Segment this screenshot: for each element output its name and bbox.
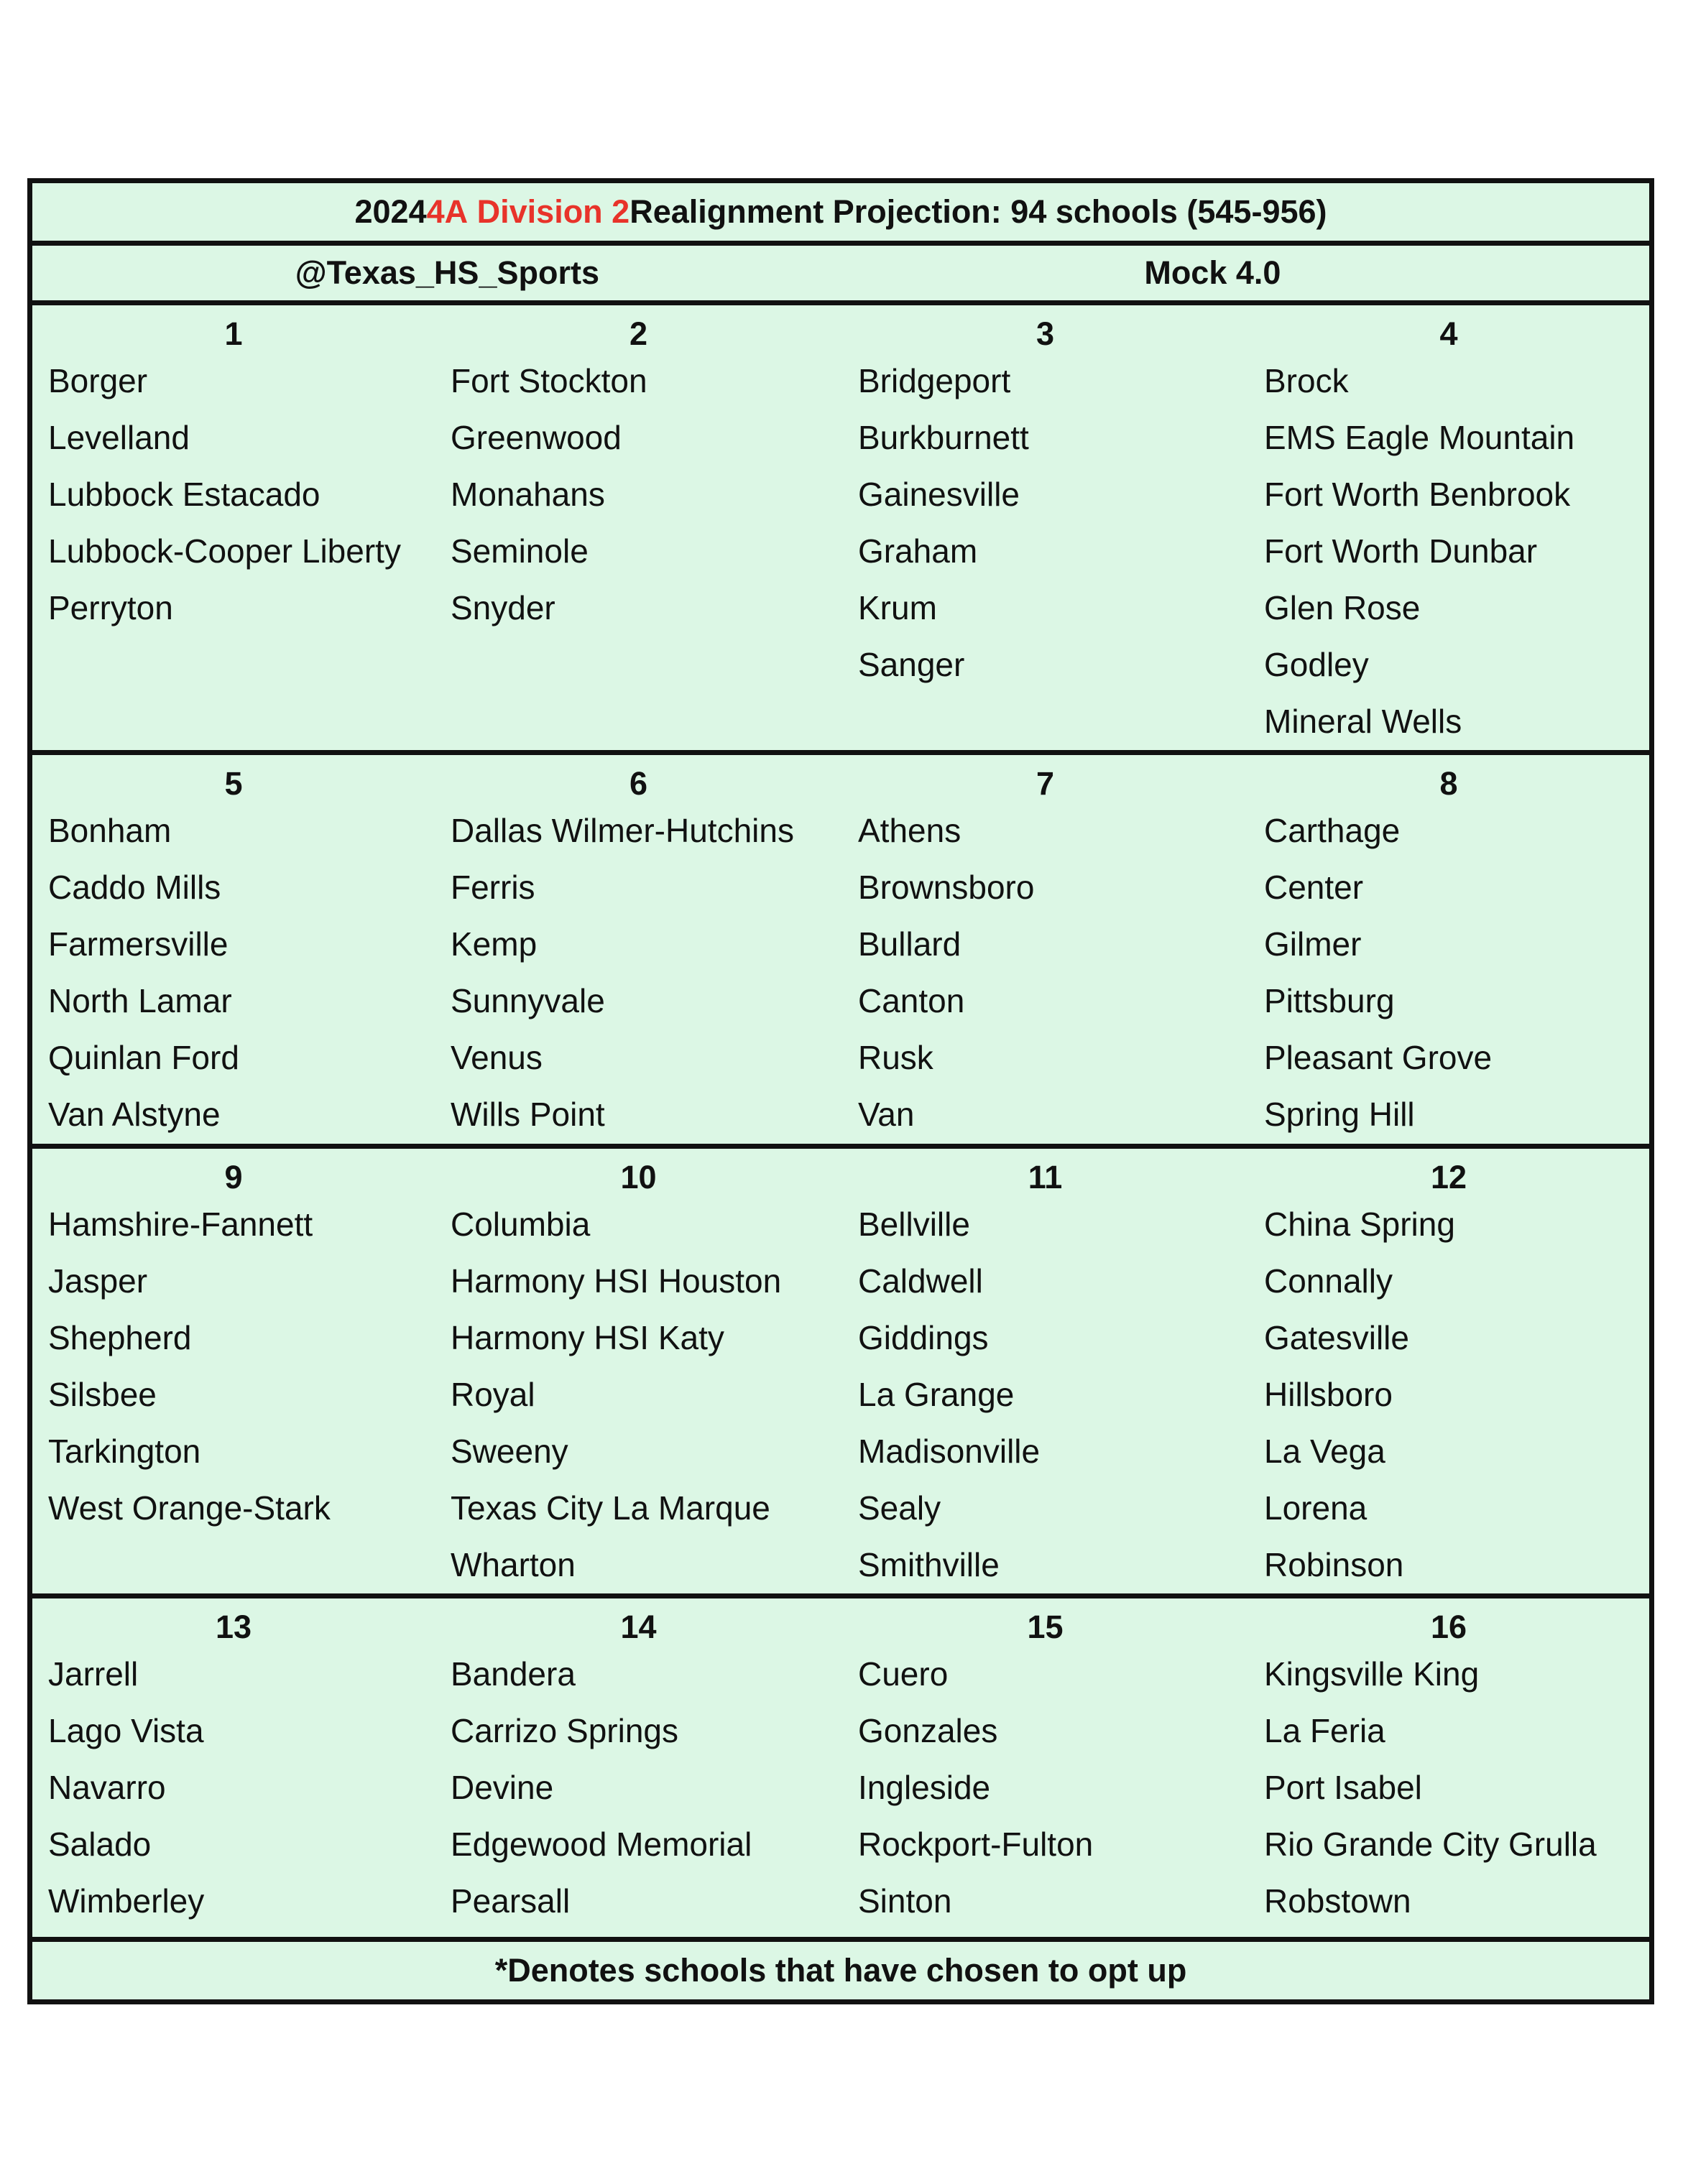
school-name: Silsbee [48, 1376, 157, 1413]
school-name: Port Isabel [1264, 1769, 1422, 1806]
district-number: 2 [629, 315, 648, 352]
school-name: Athens [858, 812, 961, 849]
school-name: Bandera [451, 1655, 576, 1693]
school-name: Fort Worth Dunbar [1264, 532, 1538, 570]
region-row [32, 1598, 1649, 1942]
school-name: Navarro [48, 1769, 166, 1806]
district-number: 7 [1036, 765, 1055, 802]
school-name: Robstown [1264, 1882, 1411, 1920]
school-name: Brownsboro [858, 869, 1035, 906]
school-name: Pittsburg [1264, 982, 1395, 1019]
district-number: 12 [1430, 1159, 1467, 1195]
school-name: Carthage [1264, 812, 1401, 849]
school-name: Bridgeport [858, 362, 1011, 399]
school-name: Sanger [858, 646, 965, 683]
school-name: Caddo Mills [48, 869, 221, 906]
district-number: 14 [620, 1609, 657, 1645]
mock-version: Mock 4.0 [1144, 254, 1281, 291]
school-name: Snyder [451, 589, 555, 626]
school-name: Texas City La Marque [451, 1489, 770, 1527]
school-name: Rio Grande City Grulla [1264, 1826, 1597, 1863]
school-name: Jasper [48, 1262, 148, 1300]
school-name: Carrizo Springs [451, 1712, 678, 1749]
school-name: Van [858, 1096, 915, 1133]
school-name: Ferris [451, 869, 535, 906]
title-suffix: Realignment Projection: 94 schools (545-956) [629, 193, 1327, 230]
school-name: La Feria [1264, 1712, 1385, 1749]
school-name: Harmony HSI Katy [451, 1319, 724, 1356]
school-name: Greenwood [451, 419, 622, 456]
district-number: 5 [224, 765, 243, 802]
school-name: Hillsboro [1264, 1376, 1393, 1413]
school-name: Sinton [858, 1882, 952, 1920]
school-name: Farmersville [48, 925, 229, 963]
school-name: Gainesville [858, 476, 1020, 513]
district-number: 15 [1027, 1609, 1064, 1645]
school-name: Madisonville [858, 1433, 1041, 1470]
title-class: 4A [426, 193, 469, 230]
district-column [32, 1149, 435, 1593]
school-name: Harmony HSI Houston [451, 1262, 782, 1300]
school-name: La Vega [1264, 1433, 1385, 1470]
region-row [32, 755, 1649, 1149]
school-name: Gonzales [858, 1712, 998, 1749]
school-name: Dallas Wilmer-Hutchins [451, 812, 794, 849]
school-name: Bonham [48, 812, 172, 849]
school-name: Royal [451, 1376, 535, 1413]
district-number: 6 [629, 765, 648, 802]
district-number: 3 [1036, 315, 1055, 352]
school-name: Hamshire-Fannett [48, 1206, 313, 1243]
school-name: Graham [858, 532, 978, 570]
school-name: Fort Worth Benbrook [1264, 476, 1571, 513]
school-name: Wharton [451, 1546, 576, 1583]
school-name: Brock [1264, 362, 1349, 399]
district-column [842, 1149, 1248, 1593]
district-number: 4 [1439, 315, 1458, 352]
school-name: North Lamar [48, 982, 232, 1019]
district-number: 11 [1028, 1159, 1063, 1195]
district-number: 10 [620, 1159, 657, 1195]
district-number: 9 [224, 1159, 243, 1195]
district-column [842, 305, 1248, 750]
school-name: Pearsall [451, 1882, 571, 1920]
school-name: Columbia [451, 1206, 591, 1243]
school-name: Lubbock Estacado [48, 476, 320, 513]
school-name: Sealy [858, 1489, 941, 1527]
school-name: Lago Vista [48, 1712, 204, 1749]
school-name: Mineral Wells [1264, 703, 1462, 740]
district-column [435, 1149, 842, 1593]
school-name: Kemp [451, 925, 538, 963]
district-column [1248, 755, 1649, 1144]
school-name: Smithville [858, 1546, 1000, 1583]
school-name: Levelland [48, 419, 190, 456]
table-title [32, 183, 1649, 246]
district-column [435, 755, 842, 1144]
school-name: Kingsville King [1264, 1655, 1480, 1693]
school-name: Devine [451, 1769, 554, 1806]
title-prefix: 2024 [354, 193, 427, 230]
school-name: China Spring [1264, 1206, 1455, 1243]
school-name: Caldwell [858, 1262, 983, 1300]
school-name: Jarrell [48, 1655, 139, 1693]
school-name: Rockport-Fulton [858, 1826, 1094, 1863]
school-name: Wimberley [48, 1882, 205, 1920]
title-division: Division 2 [476, 193, 630, 230]
subheader-row [32, 246, 1649, 305]
school-name: Glen Rose [1264, 589, 1421, 626]
district-number: 13 [215, 1609, 252, 1645]
school-name: West Orange-Stark [48, 1489, 331, 1527]
school-name: Bellville [858, 1206, 970, 1243]
school-name: Spring Hill [1264, 1096, 1415, 1133]
district-column [32, 305, 435, 750]
realignment-table [27, 178, 1654, 2004]
school-name: Center [1264, 869, 1364, 906]
school-name: Giddings [858, 1319, 989, 1356]
school-name: Lubbock-Cooper Liberty [48, 532, 401, 570]
district-column [32, 1598, 435, 1937]
school-name: Monahans [451, 476, 605, 513]
district-number: 1 [224, 315, 243, 352]
school-name: Sunnyvale [451, 982, 605, 1019]
school-name: Pleasant Grove [1264, 1039, 1493, 1076]
school-name: Borger [48, 362, 148, 399]
school-name: Edgewood Memorial [451, 1826, 752, 1863]
school-name: Connally [1264, 1262, 1393, 1300]
school-name: EMS Eagle Mountain [1264, 419, 1575, 456]
district-column [32, 755, 435, 1144]
school-name: Cuero [858, 1655, 949, 1693]
school-name: Gatesville [1264, 1319, 1409, 1356]
district-column [1248, 1598, 1649, 1937]
regions-grid [32, 305, 1649, 1942]
region-row [32, 305, 1649, 755]
school-name: Ingleside [858, 1769, 991, 1806]
district-number: 8 [1439, 765, 1458, 802]
district-column [842, 1598, 1248, 1937]
school-name: Salado [48, 1826, 152, 1863]
district-column [1248, 1149, 1649, 1593]
district-column [435, 1598, 842, 1937]
district-column [842, 755, 1248, 1144]
school-name: Lorena [1264, 1489, 1368, 1527]
district-column [435, 305, 842, 750]
district-number: 16 [1430, 1609, 1467, 1645]
school-name: La Grange [858, 1376, 1015, 1413]
school-name: Godley [1264, 646, 1369, 683]
school-name: Fort Stockton [451, 362, 647, 399]
twitter-handle: @Texas_HS_Sports [295, 254, 599, 291]
school-name: Quinlan Ford [48, 1039, 239, 1076]
school-name: Canton [858, 982, 965, 1019]
school-name: Rusk [858, 1039, 933, 1076]
footer-note: *Denotes schools that have chosen to opt up [494, 1952, 1187, 1989]
school-name: Bullard [858, 925, 961, 963]
school-name: Gilmer [1264, 925, 1362, 963]
school-name: Burkburnett [858, 419, 1029, 456]
district-column [1248, 305, 1649, 750]
school-name: Van Alstyne [48, 1096, 221, 1133]
school-name: Venus [451, 1039, 543, 1076]
school-name: Robinson [1264, 1546, 1404, 1583]
school-name: Krum [858, 589, 937, 626]
school-name: Sweeny [451, 1433, 568, 1470]
school-name: Seminole [451, 532, 589, 570]
school-name: Wills Point [451, 1096, 605, 1133]
school-name: Shepherd [48, 1319, 192, 1356]
school-name: Tarkington [48, 1433, 201, 1470]
school-name: Perryton [48, 589, 173, 626]
region-row [32, 1149, 1649, 1598]
